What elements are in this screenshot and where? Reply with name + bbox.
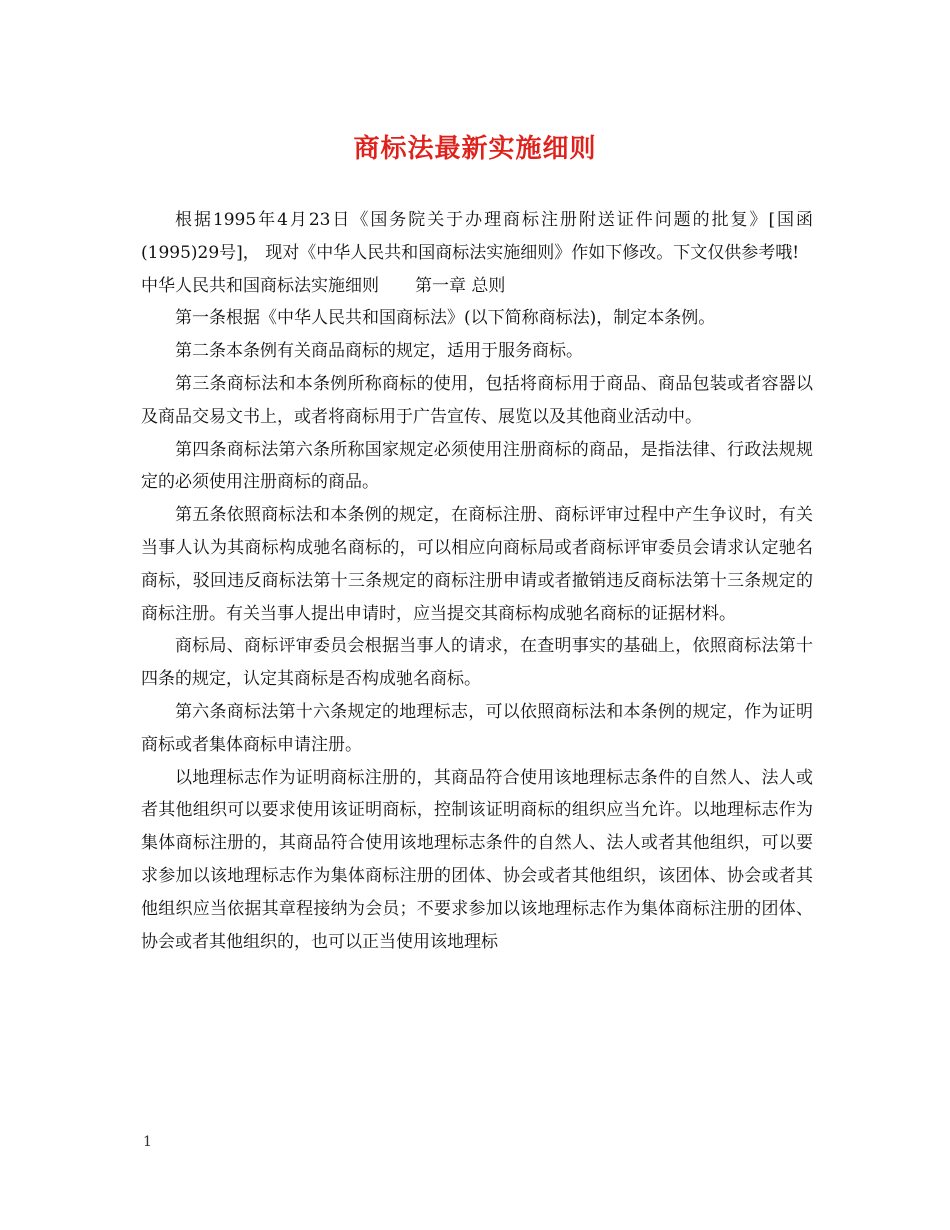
article-6: 第六条商标法第十六条规定的地理标志，可以依照商标法和本条例的规定，作为证明商标或者集体商标申请注册。 (141, 701, 813, 755)
chapter-heading: 第一章 总则 (415, 275, 506, 296)
article-5-continued: 商标局、商标评审委员会根据当事人的请求，在查明事实的基础上，依照商标法第十四条的规定，认定其商标是否构成驰名商标。 (141, 636, 813, 690)
article-1: 第一条根据《中华人民共和国商标法》(以下简称商标法)，制定本条例。 (175, 308, 716, 329)
article-3: 第三条商标法和本条例所称商标的使用，包括将商标用于商品、商品包装或者容器以及商品交易文书上，或者将商标用于广告宣传、展览以及其他商业活动中。 (141, 373, 813, 427)
document-title: 商标法最新实施细则 (353, 134, 597, 164)
law-name: 中华人民共和国商标法实施细则 (141, 275, 379, 296)
document-body (141, 204, 813, 958)
article-4: 第四条商标法第六条所称国家规定必须使用注册商标的商品，是指法律、行政法规规定的必须使用注册商标的商品。 (141, 439, 813, 493)
article-5: 第五条依照商标法和本条例的规定，在商标注册、商标评审过程中产生争议时，有关当事人认为其商标构成驰名商标的，可以相应向商标局或者商标评审委员会请求认定驰名商标，驳回违反商标法第十三条规定的商标注册申请或者撤销违反商标法第十三条规定的商标注册。有关当事人提出申请时，应当提交其商标构成驰名商标的证据材料。 (141, 505, 813, 624)
article-2: 第二条本条例有关商品商标的规定，适用于服务商标。 (175, 341, 583, 362)
page-number: 1 (143, 1134, 152, 1150)
intro-paragraph: 根据1995年4月23日《国务院关于办理商标注册附送证件问题的批复》[国函(1995)29号]， 现对《中华人民共和国商标法实施细则》作如下修改。下文仅供参考哦! (141, 210, 813, 263)
article-6-continued: 以地理标志作为证明商标注册的，其商品符合使用该地理标志条件的自然人、法人或者其他组织可以要求使用该证明商标，控制该证明商标的组织应当允许。以地理标志作为集体商标注册的，其商品符合使用该地理标志条件的自然人、法人或者其他组织，可以要求参加以该地理标志作为集体商标注册的团体、协会或者其他组织，该团体、协会或者其他组织应当依据其章程接纳为会员；不要求参加以该地理标志作为集体商标注册的团体、协会或者其他组织的，也可以正当使用该地理标 (141, 767, 813, 952)
section-heading (141, 270, 813, 303)
